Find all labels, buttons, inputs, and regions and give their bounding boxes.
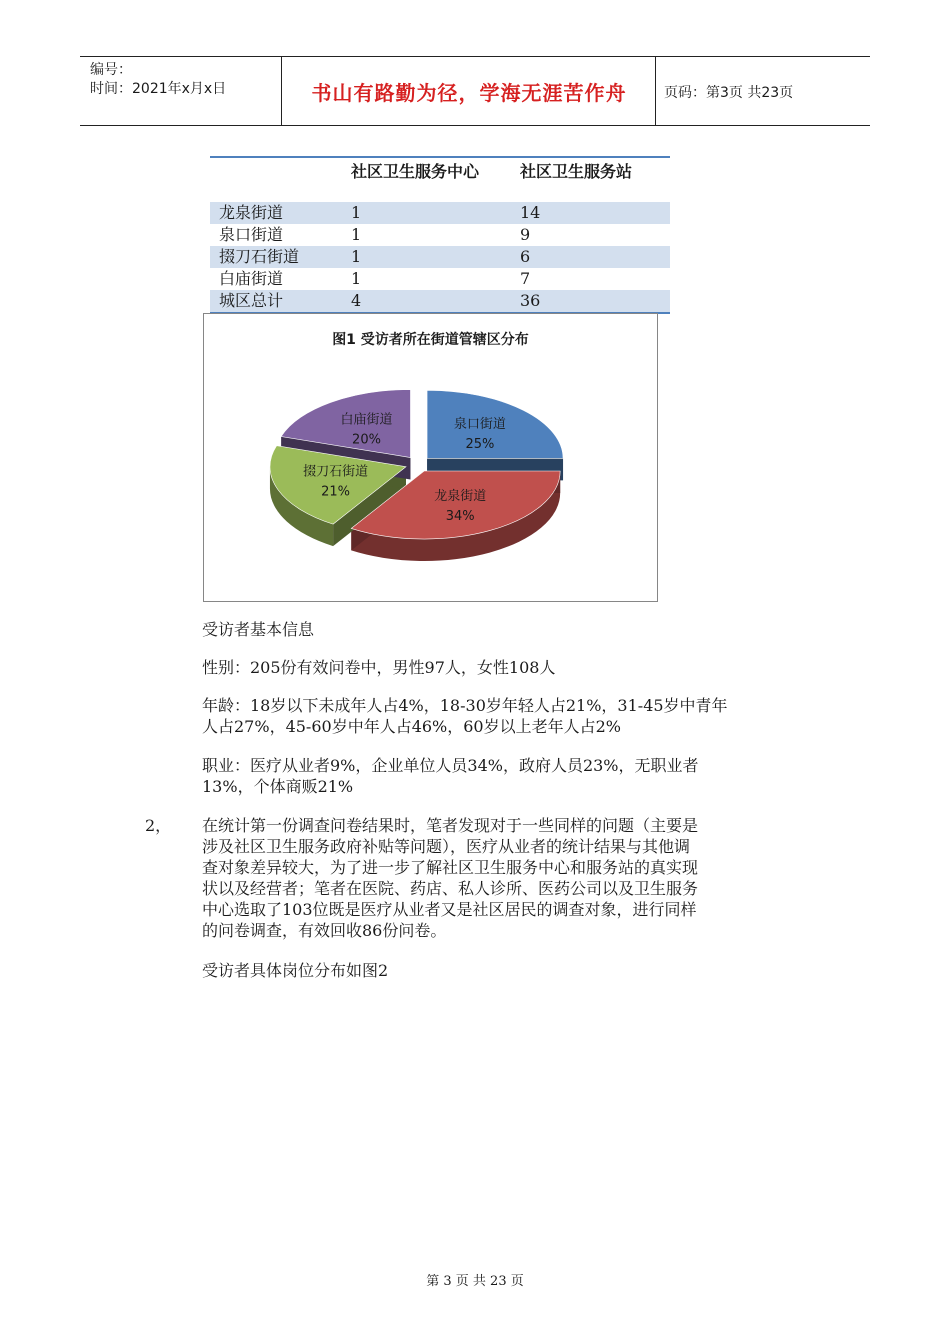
paragraph-line: 涉及社区卫生服务政府补贴等问题），医疗从业者的统计结果与其他调 <box>202 837 691 856</box>
header-page-number: 页码：第3页 共23页 <box>664 85 794 101</box>
paragraph-line: 的问卷调查，有效回收86份问卷。 <box>202 921 447 940</box>
table-cell: 1 <box>351 269 362 288</box>
page-header <box>80 56 870 126</box>
table-cell: 1 <box>351 203 362 222</box>
paragraph-line: 中心选取了103位既是医疗从业者又是社区居民的调查对象，进行同样 <box>202 900 697 919</box>
table-cell: 1 <box>351 225 362 244</box>
job-line-1: 职业：医疗从业者9%，企业单位人员34%，政府人员23%，无职业者 <box>202 756 699 775</box>
district-table <box>210 156 670 314</box>
pie-slice-percent: 25% <box>465 436 495 452</box>
pie-slice-percent: 21% <box>321 484 351 500</box>
job-line-2: 13%，个体商贩21% <box>202 777 354 796</box>
item-number: 2， <box>145 816 172 835</box>
table-cell: 龙泉街道 <box>219 203 284 222</box>
table-cell: 1 <box>351 247 362 266</box>
table-row <box>210 202 670 224</box>
table-row <box>210 268 670 290</box>
table-cell: 9 <box>520 225 531 244</box>
table-cell: 14 <box>520 203 541 222</box>
table-row <box>210 290 670 314</box>
pie-chart <box>203 313 658 602</box>
pie-slice-label: 泉口街道 <box>453 416 506 432</box>
header-divider <box>655 57 656 125</box>
table-cell: 泉口街道 <box>219 225 284 244</box>
paragraph-line: 状以及经营者；笔者在医院、药店、私人诊所、医药公司以及卫生服务 <box>202 879 699 898</box>
pie-chart-svg <box>204 314 657 601</box>
header-motto: 书山有路勤为径，学海无涯苦作舟 <box>311 81 627 105</box>
table-cell: 6 <box>520 247 531 266</box>
table-cell: 36 <box>520 291 541 310</box>
table-header-cell: 社区卫生服务中心 <box>351 162 480 181</box>
age-line-2: 人占27%，45-60岁中年人占46%，60岁以上老年人占2% <box>202 717 621 736</box>
pie-slice-label: 白庙街道 <box>340 412 393 428</box>
basic-info-title: 受访者基本信息 <box>202 620 315 639</box>
table-row <box>210 224 670 246</box>
page-footer: 第 3 页 共 23 页 <box>426 1274 524 1289</box>
table-header-cell: 社区卫生服务站 <box>520 162 633 181</box>
table-cell: 白庙街道 <box>219 269 284 288</box>
table-cell: 城区总计 <box>219 291 284 310</box>
pie-slice-label: 龙泉街道 <box>434 488 487 504</box>
header-meta <box>90 61 226 99</box>
pie-slice-label: 掇刀石街道 <box>303 464 369 480</box>
number-label: 编号： <box>90 62 132 78</box>
table-row <box>210 246 670 268</box>
paragraph-line: 查对象差异较大，为了进一步了解社区卫生服务中心和服务站的真实现 <box>202 858 699 877</box>
table-cell: 7 <box>520 269 531 288</box>
table-cell: 4 <box>351 291 362 310</box>
gender-line: 性别：205份有效问卷中，男性97人，女性108人 <box>202 658 556 677</box>
paragraph-line: 在统计第一份调查问卷结果时，笔者发现对于一些同样的问题（主要是 <box>202 816 699 835</box>
chart-title: 图1 受访者所在街道管辖区分布 <box>332 332 529 348</box>
age-line-1: 年龄：18岁以下未成年人占4%，18-30岁年轻人占21%，31-45岁中青年 <box>202 696 728 715</box>
table-header-row <box>210 156 670 202</box>
pie-slice-percent: 34% <box>445 508 475 524</box>
table-cell: 掇刀石街道 <box>219 247 300 266</box>
fig2-line: 受访者具体岗位分布如图2 <box>202 961 389 980</box>
pie-slice-percent: 20% <box>352 432 381 448</box>
time-label: 时间：2021年x月x日 <box>90 81 227 97</box>
